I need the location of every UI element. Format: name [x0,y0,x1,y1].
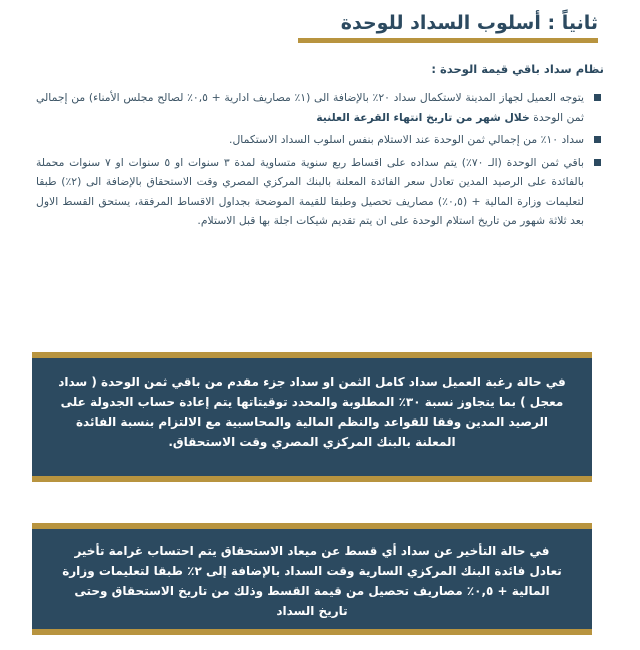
late-payment-note-box [32,523,592,635]
list-item [36,88,604,127]
payment-terms-list [36,88,604,234]
title-underline [298,38,598,43]
early-payment-note-text: في حالة رغبة العميل سداد كامل الثمن او سداد جزء مقدم من باقي ثمن الوحدة ( سداد معجل ) بما يتجاوز نسبة ٣٠٪ المطلوبة والمحدد توقيتاتها يتم إعادة حساب الجدولة على الرصيد المدين وفقا للقواعد والنظم المالية والمحاسبية مع الالتزام بنسبة الفائدة المعلنة بالبنك المركزي المصري وقت الاستحقاق. [58,375,566,449]
box-bottom-border [32,629,592,635]
payment-system-heading: نظام سداد باقي قيمة الوحدة : [431,62,604,76]
list-item [36,130,604,150]
bullet-bold-text: خلال شهر من تاريخ انتهاء القرعة العلنية [316,110,530,124]
early-payment-note-box [32,352,592,482]
box-top-border [32,352,592,358]
late-payment-note-text: في حالة التأخير عن سداد أي قسط عن ميعاد الاستحقاق يتم احتساب غرامة تأخير تعادل فائدة البنك المركزي السارية وقت السداد بالإضافة إلى ٢٪ طبقا لتعليمات وزارة المالية + ٠,٥٪ مصاريف تحصيل من قيمة القسط وذلك من تاريخ الاستحقاق وحتى تاريخ السداد [62,544,562,618]
bullet-square-icon [594,136,601,143]
bullet-square-icon [594,159,601,166]
box-top-border [32,523,592,529]
list-item [36,153,604,231]
bullet-text: يتوجه العميل لجهاز المدينة لاستكمال سداد ٢٠٪ بالإضافة الى (١٪ مصاريف ادارية + ٠,٥٪ لصالح مجلس الأمناء) من إجمالي ثمن الوحدة [36,91,584,124]
box-bottom-border [32,476,592,482]
bullet-text: باقي ثمن الوحدة (الـ ٧٠٪) يتم سداده على اقساط ربع سنوية متساوية لمدة ٣ سنوات او ٥ سنوات او ٧ سنوات محملة بالفائدة على الرصيد المدين تعادل سعر الفائدة المعلنة بالبنك المركزي المصري وقت الاستحقاق بالإضافة الى (٢٪) طبقا لتعليمات وزارة المالية + (٠,٥٪) مصاريف تحصيل وطبقا للقيمة الموضحة بجداول الاقساط المرفقة، يستحق القسط الاول بعد ثلاثة شهور من تاريخ استلام الوحدة على ان يتم تقديم شيكات اجلة بها قبل الاستلام. [36,155,585,227]
section-title: ثانياً : أسلوب السداد للوحدة [340,12,598,34]
bullet-square-icon [594,94,601,101]
bullet-text: سداد ١٠٪ من إجمالي ثمن الوحدة عند الاستلام بنفس اسلوب السداد الاستكمال. [229,133,584,146]
section-header [298,10,598,43]
